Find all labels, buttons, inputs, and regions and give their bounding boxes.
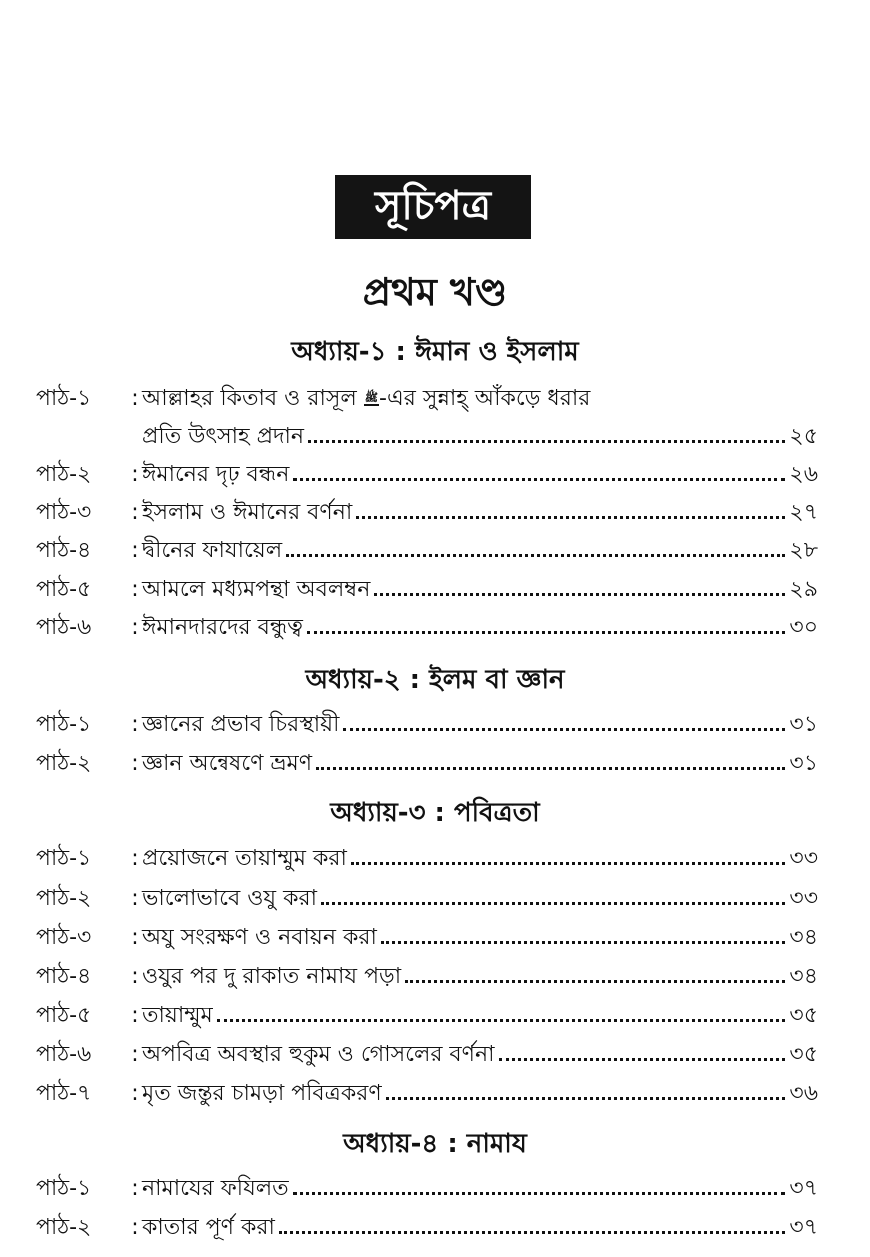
entry-text: নামাযের ফযিলত (142, 1176, 289, 1201)
separator: : (131, 712, 139, 737)
lesson-label: পাঠ-২ (36, 462, 92, 487)
entry-text: ভালোভাবে ওযু করা (142, 886, 317, 911)
lesson-label: পাঠ-১ (36, 712, 92, 737)
lesson-label: পাঠ-৩ (36, 500, 92, 525)
page-number: ৩০ (789, 615, 818, 640)
dot-leader (286, 554, 785, 557)
chapter-heading: অধ্যায়-১ : ঈমান ও ইসলাম (291, 337, 579, 367)
dot-leader (316, 767, 785, 770)
lesson-label: পাঠ-২ (36, 1215, 92, 1240)
page-number: ৩৩ (789, 886, 818, 911)
dot-leader (386, 1097, 786, 1100)
toc-row[interactable] (36, 494, 818, 532)
dot-leader (308, 440, 785, 443)
part-title: প্রথম খণ্ড (362, 270, 508, 314)
separator: : (131, 538, 139, 563)
entry-text: ঈমানের দৃঢ় বন্ধন (142, 462, 290, 487)
lesson-label: পাঠ-৫ (36, 577, 92, 602)
separator: : (131, 1081, 139, 1106)
salutation-seal: ﷺ (364, 391, 379, 404)
page-number: ৩৪ (789, 964, 818, 989)
lesson-label: পাঠ-১ (36, 1176, 92, 1201)
dot-leader (374, 593, 785, 596)
entry-text: অযু সংরক্ষণ ও নবায়ন করা (142, 925, 377, 950)
entry-text: আমলে মধ্যমপন্থা অবলম্বন (142, 577, 371, 602)
lesson-label: পাঠ-১ (36, 386, 92, 411)
entry-text: ঈমানদারদের বন্ধুত্ব (142, 615, 303, 640)
toc-row[interactable] (36, 706, 818, 744)
separator: : (131, 615, 139, 640)
toc-row[interactable] (36, 1036, 818, 1074)
toc-row[interactable] (36, 958, 818, 996)
separator: : (131, 1003, 139, 1028)
lesson-label: পাঠ-৬ (36, 615, 92, 640)
lesson-label: পাঠ-৫ (36, 1003, 92, 1028)
toc-row[interactable] (36, 456, 818, 494)
toc-row[interactable] (36, 1209, 818, 1247)
entry-text: ইসলাম ও ঈমানের বর্ণনা (142, 500, 353, 525)
dot-leader (351, 862, 785, 865)
page-number: ৩৩ (789, 846, 818, 871)
lesson-label: পাঠ-২ (36, 751, 92, 776)
entry-text: মৃত জন্তুর চামড়া পবিত্রকরণ (142, 1081, 382, 1106)
separator: : (131, 386, 139, 411)
separator: : (131, 751, 139, 776)
separator: : (131, 577, 139, 602)
page-number: ২৫ (789, 424, 818, 449)
entry-text: প্রতি উৎসাহ প্রদান (142, 424, 305, 449)
chapter-heading: অধ্যায়-৩ : পবিত্রতা (330, 798, 540, 828)
lesson-label: পাঠ-৬ (36, 1042, 92, 1067)
entry-text: তায়াম্মুম (142, 1003, 213, 1028)
dot-leader (343, 728, 785, 731)
toc-row[interactable] (36, 571, 818, 609)
page-number: ৩১ (789, 751, 818, 776)
dot-leader (321, 902, 785, 905)
entry-text: অপবিত্র অবস্থার হুকুম ও গোসলের বর্ণনা (142, 1042, 495, 1067)
dot-leader (356, 516, 785, 519)
dot-leader (217, 1019, 786, 1022)
toc-row[interactable] (36, 840, 818, 878)
dot-leader (279, 1231, 786, 1234)
dot-leader (381, 941, 786, 944)
toc-row[interactable] (36, 997, 818, 1035)
entry-text: দ্বীনের ফাযায়েল (142, 538, 283, 563)
separator: : (131, 925, 139, 950)
entry-text: জ্ঞানের প্রভাব চিরস্থায়ী (142, 712, 340, 737)
lesson-label: পাঠ-৪ (36, 538, 92, 563)
toc-row[interactable] (36, 532, 818, 570)
lesson-label: পাঠ-৩ (36, 925, 92, 950)
separator: : (131, 846, 139, 871)
entry-text-part-b: -এর সুন্নাহ্ আঁকড়ে ধরার (379, 386, 591, 411)
toc-row[interactable] (36, 745, 818, 783)
entry-text: প্রয়োজনে তায়াম্মুম করা (142, 846, 347, 871)
separator: : (131, 964, 139, 989)
page-number: ৩৫ (789, 1042, 818, 1067)
toc-row[interactable] (36, 1170, 818, 1208)
toc-row[interactable] (36, 919, 818, 957)
lesson-label: পাঠ-৪ (36, 964, 92, 989)
lesson-label: পাঠ-২ (36, 886, 92, 911)
lesson-label: পাঠ-১ (36, 846, 92, 871)
chapter-heading: অধ্যায়-৪ : নামায (343, 1129, 527, 1159)
separator: : (131, 1215, 139, 1240)
page-number: ৩৪ (789, 925, 818, 950)
toc-row[interactable] (36, 1075, 818, 1113)
toc-entry-line1 (142, 380, 590, 418)
page-number: ২৭ (789, 500, 818, 525)
page-number: ২৯ (789, 577, 818, 602)
entry-text: কাতার পূর্ণ করা (142, 1215, 275, 1240)
page-number: ৩৭ (789, 1215, 818, 1240)
dot-leader (293, 478, 785, 481)
separator: : (131, 886, 139, 911)
contents-title: সূচিপত্র (335, 175, 531, 239)
page-number: ২৬ (789, 462, 818, 487)
separator: : (131, 500, 139, 525)
chapter-heading: অধ্যায়-২ : ইলম বা জ্ঞান (305, 665, 565, 695)
entry-text: জ্ঞান অন্বেষণে ভ্রমণ (142, 751, 313, 776)
toc-row[interactable] (36, 609, 818, 647)
page-number: ৩১ (789, 712, 818, 737)
separator: : (131, 1176, 139, 1201)
entry-text-part-a: আল্লাহর কিতাব ও রাসূল (142, 386, 364, 411)
page-number: ৩৭ (789, 1176, 818, 1201)
lesson-label: পাঠ-৭ (36, 1081, 92, 1106)
page-number: ২৮ (789, 538, 818, 563)
page-number: ৩৬ (789, 1081, 818, 1106)
dot-leader (499, 1058, 786, 1061)
dot-leader (405, 980, 785, 983)
separator: : (131, 462, 139, 487)
dot-leader (293, 1192, 786, 1195)
toc-row[interactable] (36, 418, 818, 456)
entry-text: ওযুর পর দু রাকাত নামায পড়া (142, 964, 402, 989)
toc-row[interactable] (36, 880, 818, 918)
page-number: ৩৫ (789, 1003, 818, 1028)
dot-leader (307, 631, 785, 634)
separator: : (131, 1042, 139, 1067)
